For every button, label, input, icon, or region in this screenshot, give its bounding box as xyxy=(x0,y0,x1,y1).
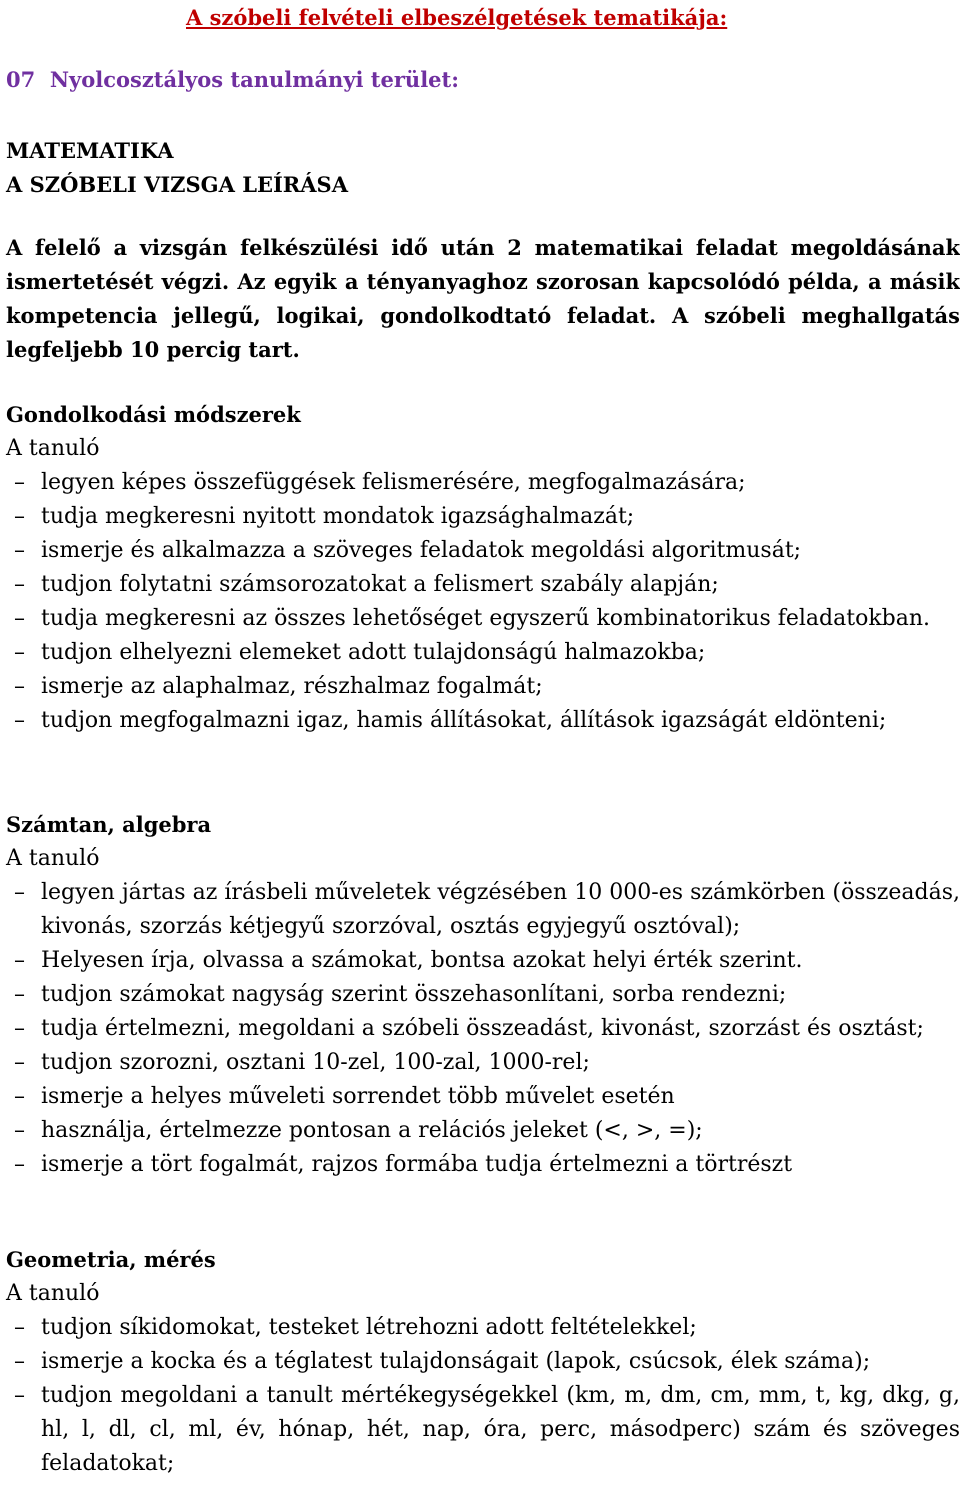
subject-block xyxy=(6,134,348,202)
list-item: – legyen jártas az írásbeli műveletek végzésében 10 000-es számkörben (összeadás, kivonás, szorzás kétjegyű szorzóval, osztás egyjegyű osztóval); xyxy=(6,876,960,944)
dash-bullet: – xyxy=(14,1349,25,1374)
dash-bullet: – xyxy=(14,572,25,597)
dash-bullet: – xyxy=(14,1315,25,1340)
dash-bullet: – xyxy=(14,606,25,631)
list-item: – legyen képes összefüggések felismerésére, megfogalmazására; xyxy=(6,466,960,500)
list-item: – Helyesen írja, olvassa a számokat, bontsa azokat helyi érték szerint. xyxy=(6,944,960,978)
section-heading: Gondolkodási módszerek xyxy=(6,402,301,427)
dash-bullet: – xyxy=(14,1016,25,1041)
requirement-list xyxy=(6,466,960,738)
dash-bullet: – xyxy=(14,1383,25,1408)
section-gondolkodasi xyxy=(6,398,960,738)
dash-bullet: – xyxy=(14,948,25,973)
list-item: – tudjon folytatni számsorozatokat a felismert szabály alapján; xyxy=(6,568,960,602)
exam-description-title: A SZÓBELI VIZSGA LEÍRÁSA xyxy=(6,172,348,197)
list-item: – tudjon megfogalmazni igaz, hamis állításokat, állítások igazságát eldönteni; xyxy=(6,704,960,738)
dash-bullet: – xyxy=(14,880,25,905)
list-item: – tudja megkeresni az összes lehetőséget egyszerű kombinatorikus feladatokban. xyxy=(6,602,960,636)
section-heading: Geometria, mérés xyxy=(6,1247,216,1272)
section-geometria xyxy=(6,1243,960,1481)
list-item: – tudjon szorozni, osztani 10-zel, 100-zal, 1000-rel; xyxy=(6,1046,960,1080)
list-item: – ismerje az alaphalmaz, részhalmaz fogalmát; xyxy=(6,670,960,704)
list-item: – tudjon megoldani a tanult mértékegységekkel (km, m, dm, cm, mm, t, kg, dkg, g, hl, l, dl, cl, ml, év, hónap, hét, nap, óra, perc, másodperc) szám és szöveges feladatokat; xyxy=(6,1379,960,1481)
list-item: – tudja értelmezni, megoldani a szóbeli összeadást, kivonást, szorzást és osztást; xyxy=(6,1012,960,1046)
requirement-list xyxy=(6,876,960,1182)
list-item: – használja, értelmezze pontosan a relációs jeleket (<, >, =); xyxy=(6,1114,960,1148)
list-item: – tudjon síkidomokat, testeket létrehozni adott feltételekkel; xyxy=(6,1311,960,1345)
list-item: – ismerje a helyes műveleti sorrendet több művelet esetén xyxy=(6,1080,960,1114)
document-title: A szóbeli felvételi elbeszélgetések tematikája: xyxy=(186,5,728,30)
list-item: – tudjon számokat nagyság szerint összehasonlítani, sorba rendezni; xyxy=(6,978,960,1012)
requirement-list xyxy=(6,1311,960,1481)
list-item: – tudja megkeresni nyitott mondatok igazsághalmazát; xyxy=(6,500,960,534)
dash-bullet: – xyxy=(14,504,25,529)
dash-bullet: – xyxy=(14,1084,25,1109)
dash-bullet: – xyxy=(14,1118,25,1143)
dash-bullet: – xyxy=(14,1152,25,1177)
section-szamtan xyxy=(6,808,960,1182)
intro-paragraph: A felelő a vizsgán felkészülési idő után 2 matematikai feladat megoldásának ismertetését végzi. Az egyik a tényanyaghoz szorosan kapcsolódó példa, a másik kompetencia jellegű, logikai, gondolkodtató feladat. A szóbeli meghallgatás legfeljebb 10 percig tart. xyxy=(6,235,960,362)
dash-bullet: – xyxy=(14,982,25,1007)
dash-bullet: – xyxy=(14,674,25,699)
section-lead: A tanuló xyxy=(6,1281,100,1306)
list-item: – ismerje a kocka és a téglatest tulajdonságait (lapok, csúcsok, élek száma); xyxy=(6,1345,960,1379)
section-code-heading: 07 Nyolcosztályos tanulmányi terület: xyxy=(6,67,459,92)
dash-bullet: – xyxy=(14,470,25,495)
dash-bullet: – xyxy=(14,538,25,563)
section-lead: A tanuló xyxy=(6,846,100,871)
subject-title: MATEMATIKA xyxy=(6,138,174,163)
section-lead: A tanuló xyxy=(6,436,100,461)
section-heading: Számtan, algebra xyxy=(6,812,212,837)
dash-bullet: – xyxy=(14,708,25,733)
list-item: – ismerje a tört fogalmát, rajzos formába tudja értelmezni a törtrészt xyxy=(6,1148,960,1182)
list-item: – tudjon elhelyezni elemeket adott tulajdonságú halmazokba; xyxy=(6,636,960,670)
dash-bullet: – xyxy=(14,640,25,665)
list-item: – ismerje és alkalmazza a szöveges feladatok megoldási algoritmusát; xyxy=(6,534,960,568)
dash-bullet: – xyxy=(14,1050,25,1075)
